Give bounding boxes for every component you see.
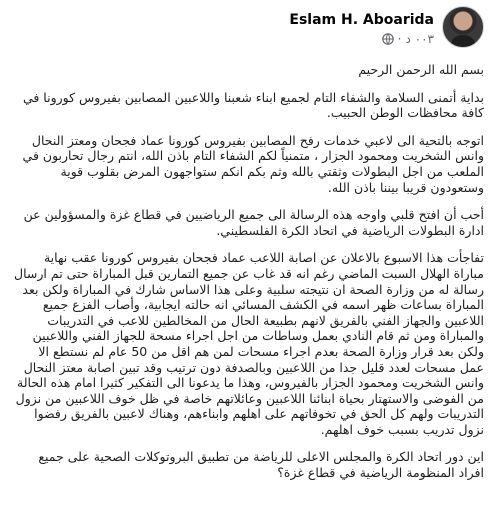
author-name[interactable]: Eslam H. Aboarida: [289, 12, 434, 28]
post-body: [12, 62, 484, 493]
meta-separator: ·: [397, 32, 402, 46]
post-time[interactable]: ٠٠٣ د: [405, 32, 434, 46]
post-paragraph: أحب أن افتح قلبي واوجه هذه الرسالة الى جميع الرياضيين في قطاع غزة والمسؤولين عن ادارة البطولات الرياضية في اتحاد الكرة الفلسطيني.: [23, 207, 484, 238]
post-paragraph: اتوجه بالتحية الى لاعبي خدمات رفح المصابين بفيروس كورونا عماد فجحان ومعتز النحال وانس الشخريت ومحمود الجزار ، متمنياً لكم الشفاء التام باذن الله، انتم رجال تحاربون في الملعب من اجل البطولات وثقتي بالله وثم بكم انكم ستواجهون المرض بقلوب قوية وستعودون قريبا بيننا باذن الله.: [22, 132, 484, 195]
post-paragraph: تفاجأت هذا الاسبوع بالاعلان عن اصابة اللاعب عماد فجحان بفيروس كورونا عقب نهاية مباراة الهلال السبت الماضي رغم انه قد غاب عن جميع التمارين قبل المباراة حتى تم ارسال رسالة له من وزارة الصحة ان نتيجته سلبية وعلى هذا الاساس شارك في المباراة ولكن بعد المباراة بساعات ظهر اسمه في الكشف المسائي انه حالته ايجابية، وأصاب الفزع جميع اللاعبين والجهاز الفني بالفريق لانهم بطبيعة الحال من المخالطين للاعب في التدريبات والمباراة ومن ثم قام النادي بعمل وساطات من اجل اجراء مسحة للجهاز الفني واللاعبين ولكن بعد قرار وزارة الصحة بعدم اجراء مسحات لمن هم اقل من 50 عام لم نستطع الا عمل مسحات لعدد قليل جدا من اللاعبين وبالصدفة دون ترتيب وقد تبين اصابة معتز النحال وانس الشخريت ومحمود الجزار بالفيروس، وهذا ما يدعونا الى التفكير كثيرا امام هذه الحالة من الفوضى والاستهتار بحياة ابنائنا اللاعبين وعائلاتهم خاصة في ظل خوف اللاعبين من نزول التدريبات ولهم كل الحق في تخوفاتهم على اهلهم وابناءهم، وهناك لاعبين بالفريق رفضوا نزول تدريب بسبب خوف اهلهم.: [14, 250, 484, 437]
post-header: [289, 6, 484, 48]
globe-icon[interactable]: [382, 33, 394, 45]
post-paragraph: اين دور اتحاد الكرة والمجلس الاعلى للرياضة من تطبيق البروتوكلات الصحية على جميع افراد المنظومة الرياضية في قطاع غزة؟: [38, 449, 484, 481]
author-info: [289, 6, 434, 46]
post-paragraph: بسم الله الرحمن الرحيم: [358, 62, 484, 77]
avatar[interactable]: [442, 6, 484, 48]
post-meta: [289, 32, 434, 46]
post-paragraph: بداية أتمنى السلامة والشفاء التام لجميع ابناء شعبنا واللاعبين المصابين بفيروس كورونا في كافة محافظات الوطن الحبيب.: [22, 89, 484, 121]
